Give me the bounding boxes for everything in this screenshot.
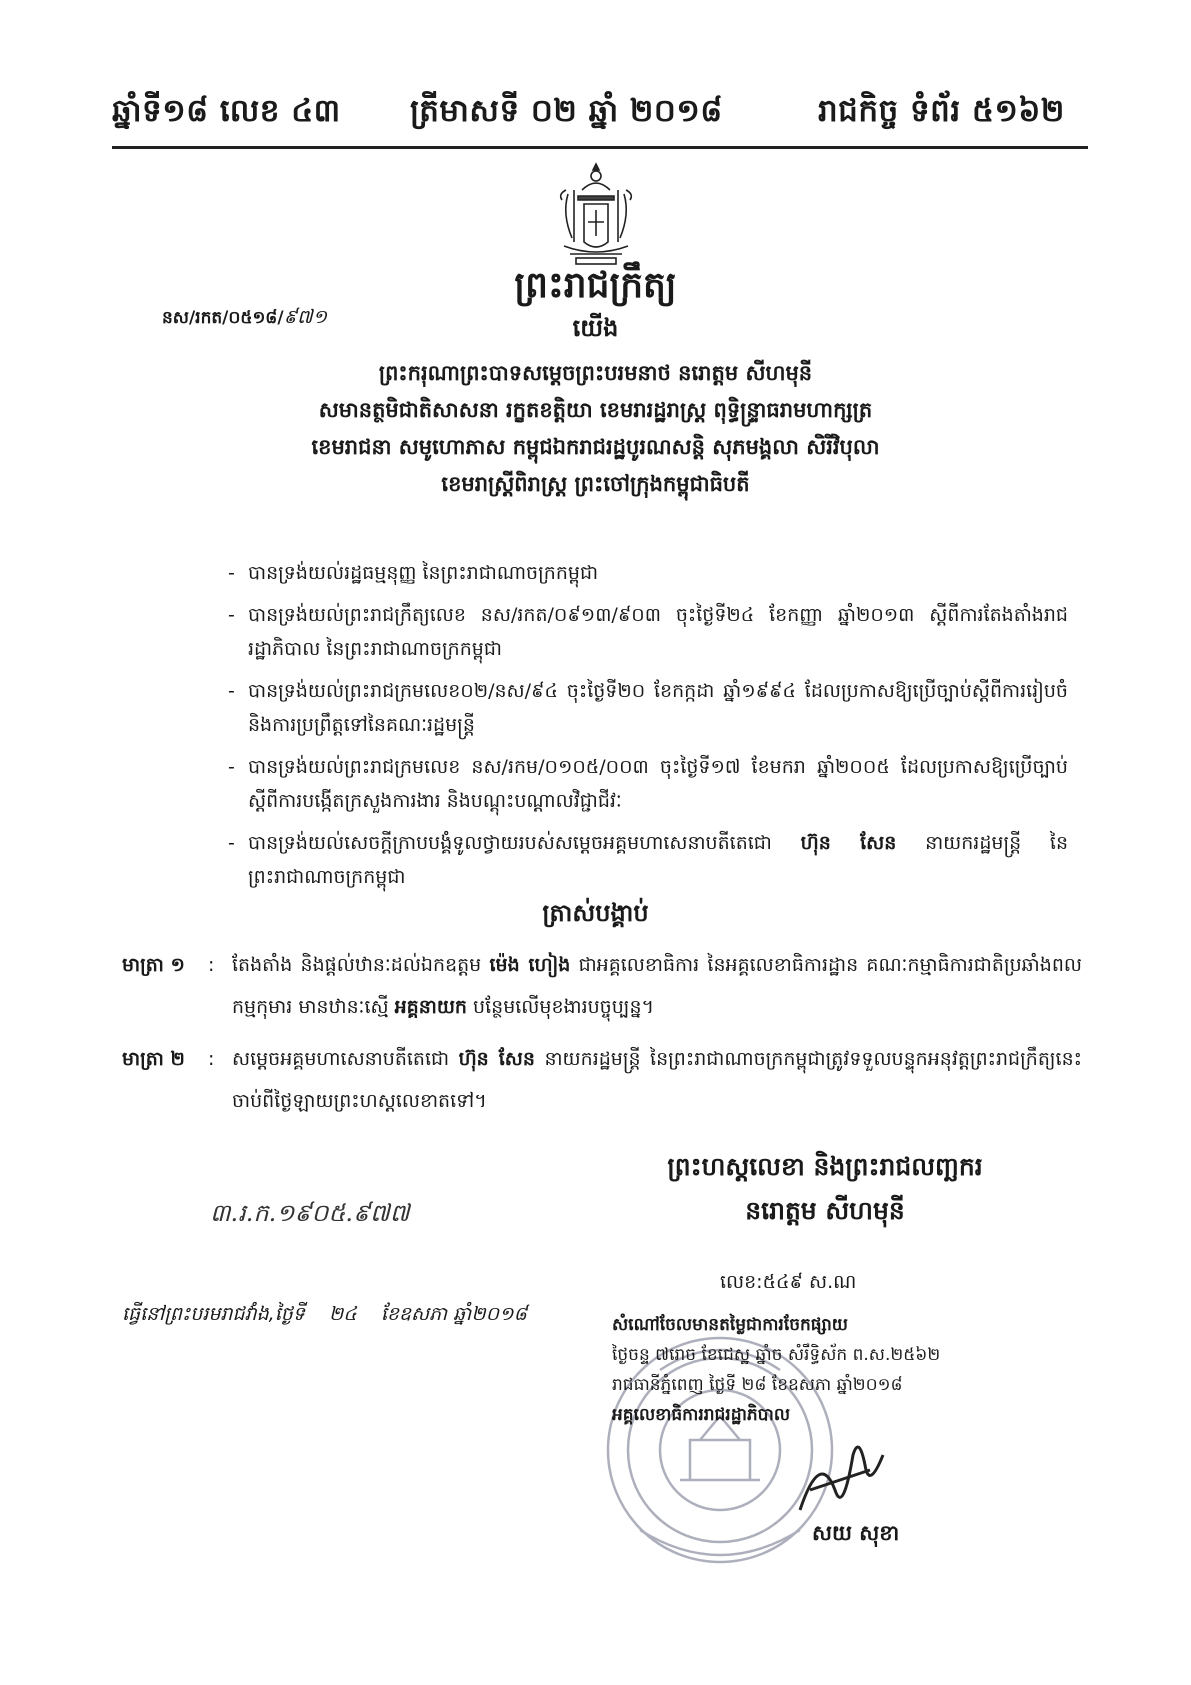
preamble-item: - បានទ្រង់យល់សេចក្ដីក្រាបបង្គំទូលថ្វាយរបស់សម្ដេចអគ្គមហាសេនាបតីតេជោ ហ៊ុន សែន នាយករដ្ឋមន្ត្រី នៃព្រះរាជាណាចក្រកម្ពុជា bbox=[228, 832, 1069, 888]
gazette-page: រាជកិច្ច ទំព័រ ៥១៦២ bbox=[818, 93, 1065, 129]
document-type-title: ព្រះរាជក្រឹត្យ bbox=[514, 265, 677, 306]
appointee-name: ម៉េង ហៀង bbox=[489, 954, 571, 976]
preamble-item: - បានទ្រង់យល់ព្រះរាជក្រមលេខ០២/នស/៩៤ ចុះថ្ងៃទី២០ ខែកក្កដា ឆ្នាំ១៩៩៤ ដែលប្រកាសឱ្យប្រើច្បាប់ស្ដីពីការរៀបចំ និងការប្រព្រឹត្តទៅនៃគណៈរដ្ឋមន្ត្រី bbox=[228, 680, 1068, 736]
rank-title: អគ្គនាយក bbox=[394, 996, 467, 1018]
signer-name: សយ សុខា bbox=[812, 1521, 900, 1545]
certification-block bbox=[612, 1310, 1032, 1430]
king-title-line-2: សមានត្ថមិជាតិសាសនា រក្ខតខត្តិយា ខេមរារដ្ឋរាស្ត្រ ពុទ្ធិន្ទ្រាធរាមហាក្សត្រ bbox=[318, 398, 873, 422]
certification-line-2: ថ្ងៃចន្ទ ៧រោច ខែជេស្ឋ ឆ្នាំច សំរឹទ្ធិស័ក ព.ស.២៥៦២ bbox=[612, 1345, 941, 1365]
prime-minister-name: ហ៊ុន សែន bbox=[800, 832, 897, 854]
decree-reference-printed: នស/រកត/០៥១៨/ bbox=[162, 308, 284, 328]
gazette-year-issue: ឆ្នាំទី១៨ លេខ ៤៣ bbox=[112, 93, 341, 129]
preamble-item: - បានទ្រង់យល់ព្រះរាជក្រឹត្យលេខ នស/រកត/០៩១៣/៩០៣ ចុះថ្ងៃទី២៤ ខែកញ្ញា ឆ្នាំ២០១៣ ស្ដីពីការតែងតាំងរាជរដ្ឋាភិបាល នៃព្រះរាជាណាចក្រកម្ពុជា bbox=[228, 604, 1068, 660]
certification-line-4: អគ្គលេខាធិការរាជរដ្ឋាភិបាល bbox=[612, 1405, 791, 1425]
handwritten-signature-icon bbox=[790, 1430, 890, 1530]
king-name: នរោត្តម សីហមុនី bbox=[745, 1196, 905, 1225]
article-2: មាត្រា ២ : សម្ដេចអគ្គមហាសេនាបតីតេជោ ហ៊ុន សែន នាយករដ្ឋមន្ត្រី នៃព្រះរាជាណាចក្រកម្ពុជាត្រូវទទួលបន្ទុកអនុវត្តព្រះរាជក្រឹត្យនេះ ចាប់ពីថ្ងៃឡាយព្រះហស្ដលេខាតទៅ។ bbox=[122, 1038, 1082, 1128]
decree-heading: ត្រាស់បង្គាប់ bbox=[542, 899, 649, 927]
preamble-list bbox=[228, 556, 1068, 902]
preamble-item: - បានទ្រង់យល់រដ្ឋធម្មនុញ្ញ នៃព្រះរាជាណាចក្រកម្ពុជា bbox=[228, 562, 599, 584]
royal-signature-block bbox=[605, 1145, 1045, 1233]
article-2-label: មាត្រា ២ bbox=[122, 1048, 185, 1070]
preamble-item: - បានទ្រង់យល់ព្រះរាជក្រមលេខ នស/រកម/០១០៥/០០៣ ចុះថ្ងៃទី១៧ ខែមករា ឆ្នាំ២០០៥ ដែលប្រកាសឱ្យប្រើច្បាប់ស្ដីពីការបង្កើតក្រសួងការងារ និងបណ្ដុះបណ្ដាលវិជ្ជាជីវៈ bbox=[228, 756, 1068, 812]
king-title-line-1: ព្រះករុណាព្រះបាទសម្ដេចព្រះបរមនាថ នរោត្ដម សីហមុនី bbox=[378, 361, 813, 385]
header-divider bbox=[112, 146, 1088, 149]
article-1-text: តែងតាំង និងផ្ដល់ឋានៈដល់ឯកឧត្ដម ម៉េង ហៀង ជាអគ្គលេខាធិការ នៃអគ្គលេខាធិការដ្ឋាន គណៈកម្មាធិការជាតិប្រឆាំងពលកម្មកុមារ មានឋានៈស្មើ អគ្គនាយក បន្ថែមលើមុខងារបច្ចុប្បន្ន។ bbox=[232, 954, 1082, 1018]
prime-minister-name: ហ៊ុន សែន bbox=[458, 1048, 535, 1070]
article-1: មាត្រា ១ : តែងតាំង និងផ្ដល់ឋានៈដល់ឯកឧត្ដម ម៉េង ហៀង ជាអគ្គលេខាធិការ នៃអគ្គលេខាធិការដ្ឋាន គណៈកម្មាធិការជាតិប្រឆាំងពលកម្មកុមារ មានឋានៈស្មើ អគ្គនាយក បន្ថែមលើមុខងារបច្ចុប្បន្ន។ bbox=[122, 944, 1082, 1034]
king-title-line-4: ខេមរាស្ត្រីពិរាស្ត្រ ព្រះចៅក្រុងកម្ពុជាធិបតី bbox=[441, 472, 750, 496]
article-2-text: សម្ដេចអគ្គមហាសេនាបតីតេជោ ហ៊ុន សែន នាយករដ្ឋមន្ត្រី នៃព្រះរាជាណាចក្រកម្ពុជាត្រូវទទួលបន្ទុកអនុវត្តព្រះរាជក្រឹត្យនេះ ចាប់ពីថ្ងៃឡាយព្រះហស្ដលេខាតទៅ។ bbox=[232, 1048, 1082, 1112]
king-title-line-3: ខេមរាជនា សមូហោភាស កម្ពុជឯករាជរដ្ឋបូរណសន្តិ សុភមង្គលា សិរីវិបុលា bbox=[311, 435, 880, 459]
gazette-quarter: ត្រីមាសទី ០២ ឆ្នាំ ២០១៨ bbox=[410, 93, 723, 129]
royal-arms-emblem-icon bbox=[548, 160, 644, 272]
certification-line-1: សំណៅចែលមានតម្លៃជាការចែកផ្សាយ bbox=[612, 1315, 848, 1335]
certification-line-3: រាជធានីភ្នំពេញ ថ្ងៃទី ២៨ ខែឧសភា ឆ្នាំ២០១៨ bbox=[612, 1375, 903, 1395]
royal-signature-line: ព្រះហស្តលេខា និងព្រះរាជលញ្ឆករ bbox=[667, 1152, 983, 1181]
we-heading: យើង bbox=[572, 314, 619, 342]
certified-copy-number: លេខ:៥៤៩ ស.ណ bbox=[720, 1271, 857, 1293]
decree-reference-handwritten: ៩៧១ bbox=[283, 306, 327, 328]
date-day: ២៤ bbox=[328, 1303, 357, 1325]
article-1-label: មាត្រា ១ bbox=[122, 954, 185, 976]
place-and-date: ធ្វើនៅព្រះបរមរាជវាំង,ថ្ងៃទី ២៤ ខែឧសភា ឆ្នាំ២០១៨ bbox=[122, 1302, 527, 1330]
handwritten-registration-number: ៣.រ.ក.១៩០៥.៩៧៧ bbox=[210, 1199, 410, 1227]
